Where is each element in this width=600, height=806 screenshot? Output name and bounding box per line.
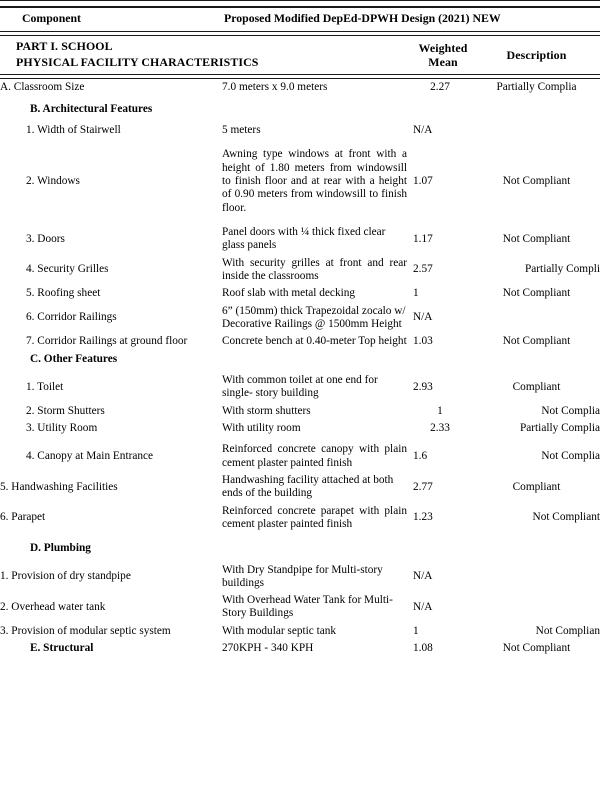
row-proposed: Panel doors with ¼ thick fixed clear glass panels (222, 225, 386, 252)
row-weighted-mean: N/A (413, 600, 433, 613)
row-description: Partially Compli (525, 263, 600, 276)
row-description (473, 540, 600, 557)
row-proposed (222, 540, 407, 557)
table-row (0, 472, 600, 503)
header-weighted-mean-line2: Mean (428, 54, 458, 69)
row-proposed: With storm shutters (222, 404, 311, 417)
row-component: D. Plumbing (30, 542, 91, 555)
row-component: 6. Parapet (0, 511, 46, 524)
row-description (473, 303, 600, 334)
row-description: Not Complia (541, 404, 600, 417)
row-description: Not Compliant (502, 232, 571, 245)
table-row (0, 224, 600, 255)
row-proposed: With modular septic tank (222, 624, 337, 637)
row-description: Not Compliant (532, 511, 600, 524)
row-weighted-mean: N/A (413, 570, 433, 583)
row-description (473, 122, 600, 139)
row-component: 2. Windows (26, 174, 80, 187)
row-component: 4. Canopy at Main Entrance (26, 449, 154, 462)
header-weighted-mean-line1: Weighted (418, 40, 468, 55)
row-description: Not Compliant (502, 287, 571, 300)
row-weighted-mean: 1.07 (413, 174, 433, 187)
row-description (473, 351, 600, 368)
table-row (0, 403, 600, 420)
table-row-section (0, 640, 600, 657)
row-component: 1. Toilet (26, 380, 64, 393)
part-title (0, 35, 407, 74)
table-row (0, 303, 600, 334)
row-description: Partially Complia (519, 421, 600, 434)
row-component: 2. Overhead water tank (0, 600, 106, 613)
row-proposed: With Dry Standpipe for Multi-story buildings (222, 563, 383, 589)
row-weighted-mean: 1.17 (413, 232, 433, 245)
row-component: 2. Storm Shutters (26, 404, 105, 417)
row-weighted-mean (407, 101, 473, 118)
table-row (0, 79, 600, 97)
part-header-row (0, 35, 600, 74)
row-proposed: Reinforced concrete parapet with plain cement plaster painted finish (222, 504, 407, 530)
row-component: 5. Roofing sheet (26, 287, 101, 300)
row-component: 6. Corridor Railings (26, 311, 117, 324)
row-proposed (222, 351, 407, 368)
row-component: 3. Provision of modular septic system (0, 624, 171, 637)
table-row (0, 372, 600, 403)
row-weighted-mean: 2.93 (413, 380, 433, 393)
table-row (0, 333, 600, 350)
row-proposed: Roof slab with metal decking (222, 287, 356, 300)
row-description (473, 101, 600, 118)
row-weighted-mean: 1 (413, 624, 419, 637)
row-proposed: 7.0 meters x 9.0 meters (222, 81, 328, 94)
row-component: 3. Doors (26, 232, 65, 245)
row-component: A. Classroom Size (0, 81, 85, 94)
header-description: Description (506, 47, 567, 62)
row-spacer (0, 139, 600, 146)
header-proposed-design: Proposed Modified DepEd-DPWH Design (2021) NEW (224, 11, 501, 25)
table-row-section (0, 351, 600, 368)
row-weighted-mean: N/A (413, 123, 433, 136)
row-proposed: With common toilet at one end for single- story building (222, 373, 378, 400)
row-weighted-mean: 2.33 (430, 421, 450, 434)
table-row (0, 285, 600, 302)
row-weighted-mean: 1 (437, 404, 443, 417)
table-row (0, 592, 600, 623)
row-proposed: With security grilles at front and rear inside the classrooms (222, 256, 407, 282)
row-proposed: 6” (150mm) thick Trapezoidal zocalo w/ Decorative Railings @ 1500mm Height (222, 304, 406, 330)
row-component: 1. Width of Stairwell (26, 123, 121, 136)
row-weighted-mean: 1.08 (413, 642, 433, 655)
row-component: 1. Provision of dry standpipe (0, 570, 131, 583)
table-row (0, 562, 600, 593)
row-weighted-mean: 1.03 (413, 335, 433, 348)
table-row (0, 255, 600, 286)
part-title-line2: PHYSICAL FACILITY CHARACTERISTICS (16, 54, 259, 69)
row-weighted-mean (407, 351, 473, 368)
table-row-section (0, 101, 600, 118)
row-proposed: With Overhead Water Tank for Multi-Story Buildings (222, 594, 393, 620)
row-description (473, 562, 600, 593)
row-proposed: Handwashing facility attached at both ends of the building (222, 473, 394, 500)
row-component: E. Structural (30, 642, 94, 655)
table-row (0, 146, 600, 217)
row-description: Not Compliant (502, 174, 571, 187)
row-component: B. Architectural Features (30, 102, 153, 115)
row-proposed: With utility room (222, 421, 301, 434)
row-description: Not Complia (541, 449, 600, 462)
row-description: Not Compliant (502, 642, 571, 655)
table-row (0, 503, 600, 534)
row-weighted-mean: 2.27 (430, 81, 450, 94)
header-weighted-mean (407, 35, 473, 74)
row-weighted-mean: 1.23 (413, 511, 433, 524)
row-description: Partially Compliа (496, 81, 577, 94)
row-description: Not Complian (535, 624, 600, 637)
table-row-section (0, 540, 600, 557)
row-component: 4. Security Grilles (26, 263, 109, 276)
row-spacer (0, 533, 600, 540)
row-component: 7. Corridor Railings at ground floor (26, 335, 188, 348)
row-component: 5. Handwashing Facilities (0, 480, 118, 493)
row-weighted-mean: N/A (413, 311, 433, 324)
row-weighted-mean: 1 (413, 287, 419, 300)
header-component: Component (22, 11, 81, 25)
row-description: Compliant (512, 480, 561, 493)
table-row (0, 623, 600, 640)
row-proposed: 5 meters (222, 123, 261, 136)
row-weighted-mean: 2.77 (413, 480, 433, 493)
row-proposed: Concrete bench at 0.40-meter Top height (222, 335, 407, 348)
row-description: Compliant (512, 380, 561, 393)
table-row (0, 441, 600, 472)
row-spacer (0, 217, 600, 224)
row-proposed: 270KPH - 340 KPH (222, 642, 314, 655)
row-weighted-mean: 1.6 (413, 449, 428, 462)
table-row (0, 122, 600, 139)
row-description (473, 592, 600, 623)
row-weighted-mean: 2.57 (413, 263, 433, 276)
table-header-row (0, 7, 600, 31)
table-row (0, 420, 600, 437)
row-weighted-mean (407, 540, 473, 557)
row-component: 3. Utility Room (26, 421, 98, 434)
row-proposed: Awning type windows at front with a height of 1.80 meters from windowsill to finish floor and at rear with a height of 0.90 meters from windowsill to finish floor. (222, 148, 407, 214)
row-component: C. Other Features (30, 352, 118, 365)
part-title-line1: PART I. SCHOOL (16, 38, 113, 53)
row-description: Not Compliant (502, 335, 571, 348)
row-proposed (222, 101, 407, 118)
row-proposed: Reinforced concrete canopy with plain cement plaster painted finish (222, 443, 407, 469)
